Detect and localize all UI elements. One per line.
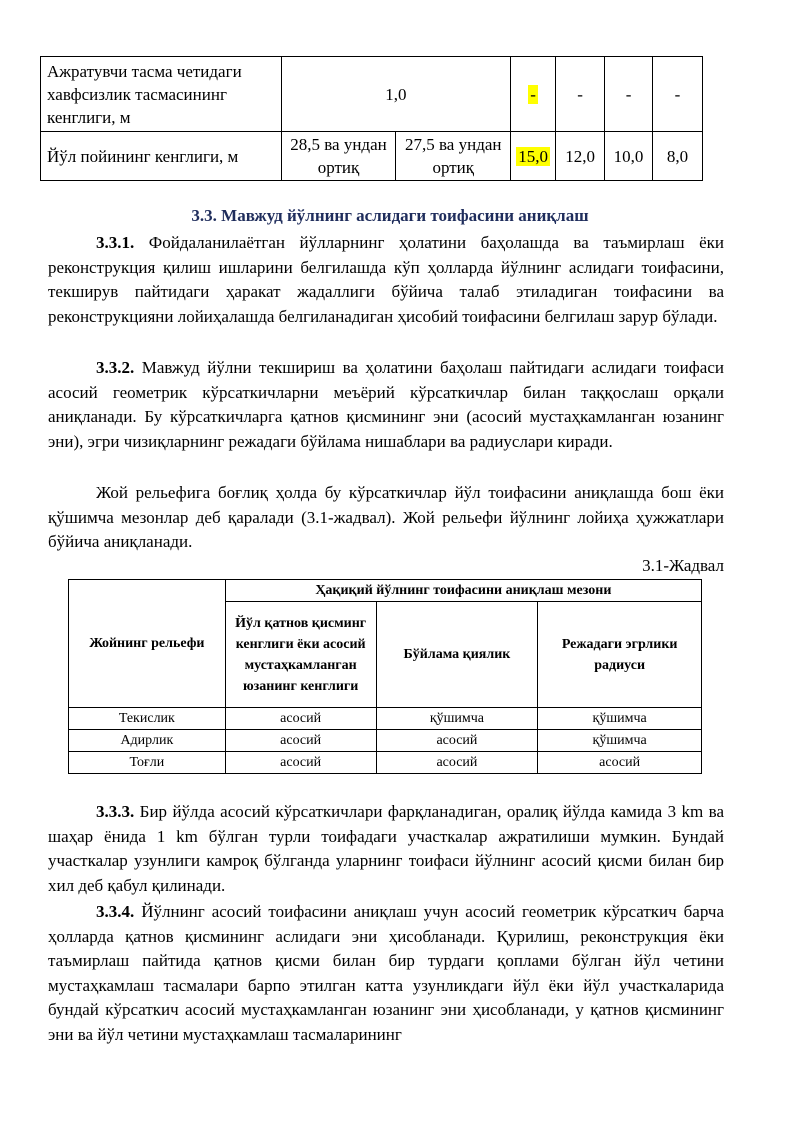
- table-caption: 3.1-Жадвал: [642, 556, 724, 575]
- highlighted-cell: -: [530, 84, 536, 104]
- table-cell: 28,5 ва ундан ортиқ: [281, 132, 396, 181]
- paragraph-text: Жой рельефига боғлиқ ҳолда бу кўрсаткичлар йўл тоифасини аниқлашда бош ёки қўшимча мезонлар деб қаралади (3.1-жадвал). Жой рельефи йўлнинг лойиҳа ҳужжатлари бўйича аниқланади.: [48, 483, 724, 551]
- paragraph-3-3-4: [48, 900, 724, 1047]
- top-table: [40, 56, 703, 181]
- header-width: Йўл қатнов қисминг кенглиги ёки асосий мустаҳкамланган юзанинг кенглиги: [225, 602, 376, 708]
- table-3-1: [68, 579, 702, 774]
- table-cell: 27,5 ва ундан ортиқ: [396, 132, 511, 181]
- table-cell: 12,0: [556, 132, 605, 181]
- table-row: [69, 752, 702, 774]
- header-slope: Бўйлама қиялик: [376, 602, 538, 708]
- section-heading: 3.3. Мавжуд йўлнинг аслидаги тоифасини аниқлаш: [191, 206, 589, 225]
- table-row: [41, 132, 703, 181]
- clause-number: 3.3.2.: [96, 358, 135, 377]
- paragraph-3-3-1: [48, 231, 724, 329]
- table-cell: 1,0: [281, 57, 511, 132]
- table-cell: қўшимча: [376, 708, 538, 730]
- table-cell: асосий: [225, 708, 376, 730]
- table-cell: -: [556, 57, 605, 132]
- paragraph-text: Фойдаланилаётган йўлларнинг ҳолатини баҳолашда ва таъмирлаш ёки реконструкция қилиш ишларини белгилашда кўп ҳолларда йўлнинг аслидаги тоифасини, текширув пайтидаги ҳаракат жадаллиги бўйича талаб этиладиган тоифасини ва реконструкцияни лойиҳалашда белгиланадиган ҳисобий тоифасини белгилаш зарур бўлади.: [48, 233, 724, 326]
- table-cell: асосий: [538, 752, 702, 774]
- paragraph-3-3-2: [48, 356, 724, 454]
- header-criteria: Ҳақиқий йўлнинг тоифасини аниқлаш мезони: [225, 580, 701, 602]
- table-cell: асосий: [225, 752, 376, 774]
- paragraph-text: Мавжуд йўлни текшириш ва ҳолатини баҳолаш пайтидаги аслидаги тоифаси асосий геометрик кўрсаткичларни меъёрий кўрсаткичлар билан таққослаш орқали аниқланади. Бу кўрсаткичларга қатнов қисмининг эни (асосий мустаҳкамланган юзанинг эни), эгри чизиқларнинг режадаги бўйлама нишаблари ва радиуслари киради.: [48, 358, 724, 451]
- table-row: [69, 708, 702, 730]
- table-cell: асосий: [376, 730, 538, 752]
- row-label: Йўл пойининг кенглиги, м: [41, 132, 282, 181]
- table-cell: 8,0: [653, 132, 703, 181]
- header-radius: Режадаги эгрлики радиуси: [538, 602, 702, 708]
- clause-number: 3.3.1.: [96, 233, 135, 252]
- paragraph-text: Бир йўлда асосий кўрсаткичлари фарқланадиган, оралиқ йўлда камида 3 km ва шаҳар ёнида 1 km бўлган турли тоифадаги участкалар ажратилиши мумкин. Бундай участкалар узунлиги камроқ бўлганда уларнинг тоифаси йўлнинг асосий қисми билан бир хил деб қабул қилинади.: [48, 802, 724, 895]
- clause-number: 3.3.4.: [96, 902, 135, 921]
- header-relief: Жойнинг рельефи: [69, 580, 226, 708]
- table-cell: 10,0: [605, 132, 653, 181]
- table-cell: Тоғли: [69, 752, 226, 774]
- table-cell: асосий: [225, 730, 376, 752]
- highlighted-cell: 15,0: [518, 146, 548, 166]
- paragraph-relief: [48, 481, 724, 555]
- table-row: [41, 57, 703, 132]
- paragraph-text: Йўлнинг асосий тоифасини аниқлаш учун асосий геометрик кўрсаткич барча ҳолларда қатнов қисмининг аслидаги эни ҳисобланади. Қурилиш, реконструкция ёки таъмирлаш пайтида қатнов қисми билан бир турдаги қоплами бўлган йўл четини мустаҳкамлаш тасмалари барпо этилган катта узунликдаги йўл ёки йўл участкаларида бундай кўрсаткич асосий мустаҳкамланган юзанинг эни ҳисобланади, у қатнов қисмининг эни ва йўл четини мустаҳкамлаш тасмаларининг: [48, 902, 724, 1044]
- table-cell: Текислик: [69, 708, 226, 730]
- table-cell: -: [653, 57, 703, 132]
- table-row: [69, 730, 702, 752]
- clause-number: 3.3.3.: [96, 802, 135, 821]
- table-cell: қўшимча: [538, 730, 702, 752]
- table-cell: -: [605, 57, 653, 132]
- row-label: Ажратувчи тасма четидаги хавфсизлик тасмасининг кенглиги, м: [41, 57, 282, 132]
- table-cell: асосий: [376, 752, 538, 774]
- table-cell: Адирлик: [69, 730, 226, 752]
- paragraph-3-3-3: [48, 800, 724, 898]
- table-cell: қўшимча: [538, 708, 702, 730]
